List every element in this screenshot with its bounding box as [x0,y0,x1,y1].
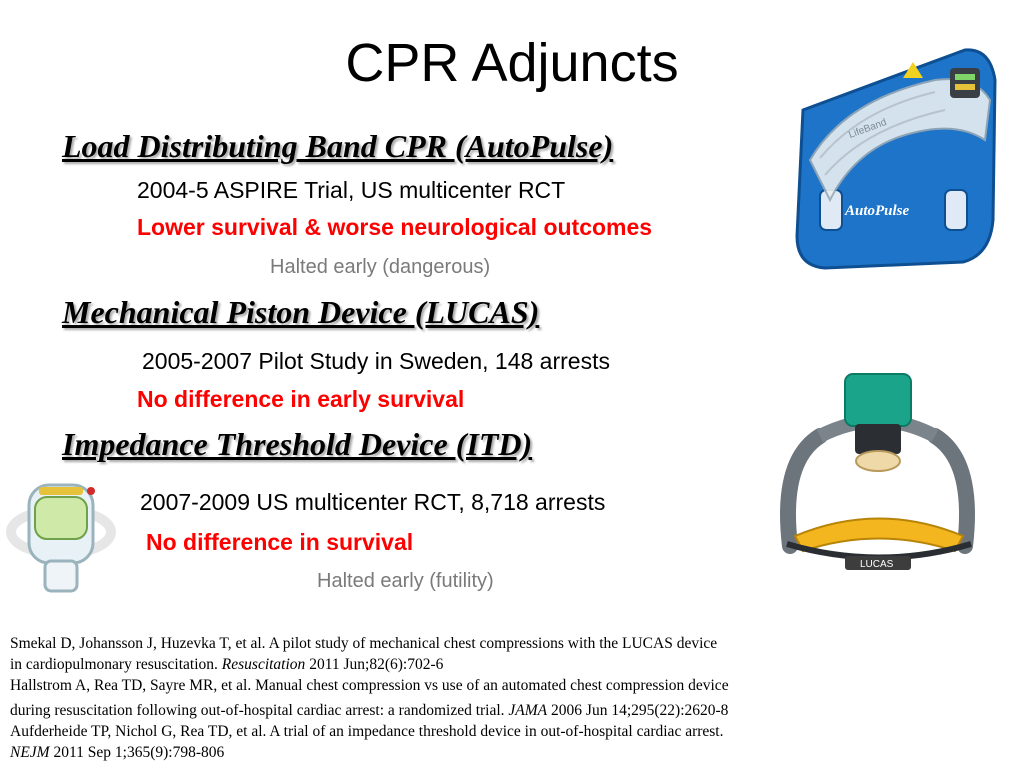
reference-2-text: during resuscitation following out-of-hospital cardiac arrest: a randomized trial. [10,702,509,719]
autopulse-note: Halted early (dangerous) [270,256,491,278]
autopulse-result: Lower survival & worse neurological outcomes [137,214,653,240]
reference-2-line-2 [10,700,890,721]
svg-text:LUCAS: LUCAS [860,559,894,570]
reference-1-citation: 2011 Jun;82(6):702-6 [305,656,444,673]
lucas-study: 2005-2007 Pilot Study in Sweden, 148 arrests [142,348,610,374]
reference-3-journal: NEJM [10,744,50,761]
reference-1-line-2 [10,654,890,675]
reference-3-citation: 2011 Sep 1;365(9):798-806 [49,744,225,761]
reference-1-journal: Resuscitation [221,656,306,673]
reference-3-line-1: Aufderheide TP, Nichol G, Rea TD, et al. A trial of an impedance threshold device in out-of-hospital cardiac arrest. [10,723,724,740]
heading-lucas: Mechanical Piston Device (LUCAS) [62,294,540,330]
reference-1-text: in cardiopulmonary resuscitation. [10,656,222,673]
reference-1-line-1: Smekal D, Johansson J, Huzevka T, et al. A pilot study of mechanical chest compressions with the LUCAS device [10,635,718,652]
heading-itd: Impedance Threshold Device (ITD) [62,426,533,462]
references [10,633,890,763]
autopulse-study: 2004-5 ASPIRE Trial, US multicenter RCT [137,177,566,203]
autopulse-device-icon [785,40,1000,272]
heading-autopulse: Load Distributing Band CPR (AutoPulse) [62,128,614,164]
svg-text:LifeBand: LifeBand [847,116,889,141]
itd-note: Halted early (futility) [317,570,494,592]
reference-2-journal: JAMA [508,702,548,719]
itd-study: 2007-2009 US multicenter RCT, 8,718 arrests [140,489,606,515]
itd-valve-icon [5,477,117,599]
svg-text:AutoPulse: AutoPulse [845,203,910,219]
slide-title: CPR Adjuncts [345,33,679,93]
itd-result: No difference in survival [146,529,414,555]
lucas-device-icon [775,366,983,576]
reference-3-line-2 [10,742,890,763]
reference-2-citation: 2006 Jun 14;295(22):2620-8 [547,702,729,719]
reference-2-line-1: Hallstrom A, Rea TD, Sayre MR, et al. Manual chest compression vs use of an automated chest compression device [10,677,729,694]
lucas-result: No difference in early survival [137,386,465,412]
